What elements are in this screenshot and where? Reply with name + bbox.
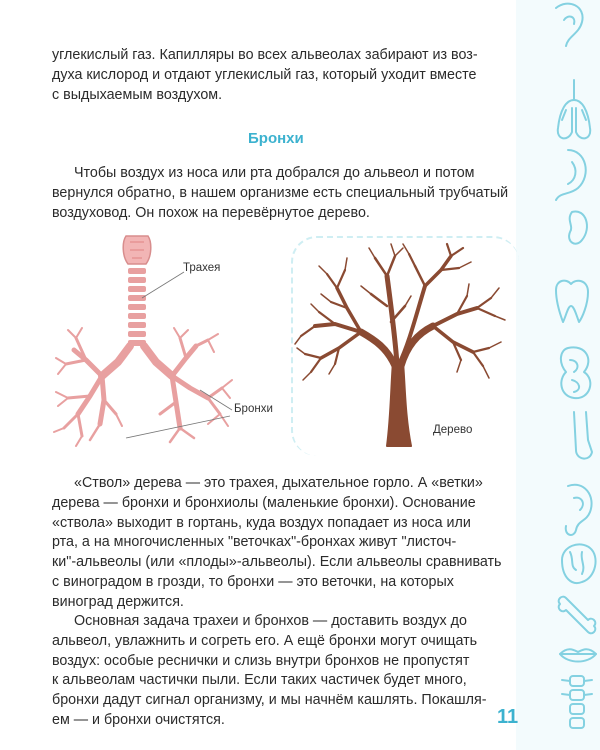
section-title: Бронхи [248,130,304,147]
text-line: ем — и бронхи очистятся. [52,711,225,728]
text-line: с выдыхаемым воздухом. [52,86,223,103]
text-line: с виноградом в грозди, то бронхи — это веточки, на которых [52,573,454,590]
text-line: виноград держится. [52,593,184,610]
text-line: воздух: особые реснички и слизь внутри бронхов не пропустят [52,652,470,669]
decorative-margin [516,0,600,750]
stomach-icon [556,150,586,200]
text-line: вернулся обратно, в нашем организме есть специальный трубчатый [52,184,509,201]
text-line: углекислый газ. Капилляры во всех альвеолах забирают из воз- [52,47,478,63]
foot-icon [574,412,592,459]
trachea-leader-line [142,272,184,298]
kidney-icon [569,211,587,243]
text-line: бронхи дадут сигнал организму, и мы начнём кашлять. Покашля- [52,692,487,709]
ear-icon [556,4,583,46]
spine-icon [562,676,592,728]
text-line: «ствола» выходит в гортань, куда воздух попадает из носа или [52,514,471,531]
bronchi-illustration [30,228,292,453]
text-line: альвеол, увлажнить и согреть его. А ещё бронхи могут очищать [52,632,478,649]
text-line: «Ствол» дерева — это трахея, дыхательное горло. А «ветки» [74,475,483,491]
lungs-icon [558,80,590,138]
page-number: 11 [497,706,519,728]
brain-icon [562,544,596,583]
text-line: воздуховод. Он похож на перевёрнутое дерево. [52,204,370,221]
bronchi-label: Бронхи [234,403,273,415]
text-line: ки"-альвеолы (или «плоды»-альвеолы). Если альвеолы сравнивать [52,554,502,571]
tree-label: Дерево [433,424,473,436]
dashed-frame [291,236,519,456]
trachea-rings [128,268,146,346]
text-line: к альвеолам частички пыли. Если таких частичек будет много, [52,672,467,689]
intro-paragraph [52,46,522,105]
tree-illustration [291,236,519,458]
trachea-bronchi-drawing [30,228,292,453]
intestine-icon [561,347,590,398]
bone-icon [559,597,596,634]
ear-icon-2 [566,485,592,535]
text-line: дерева — бронхи и бронхиолы (маленькие бронхи). Основание [52,494,476,511]
text-line: духа кислород и отдают углекислый газ, который уходит вместе [52,66,477,83]
trachea-label: Трахея [183,262,221,274]
paragraph-2 [52,474,522,613]
paragraph-1 [52,164,522,223]
paragraph-3 [52,612,522,731]
bronchial-tree [54,328,232,446]
lips-icon [560,649,596,661]
text-line: Чтобы воздух из носа или рта добрался до альвеол и потом [74,165,475,181]
tooth-icon [556,281,588,322]
organ-icons-border [516,0,600,750]
text-line: рта, а на многочисленных "веточках"-бронхах живут "листоч- [52,534,457,551]
text-line: Основная задача трахеи и бронхов — доставить воздух до [74,613,467,629]
